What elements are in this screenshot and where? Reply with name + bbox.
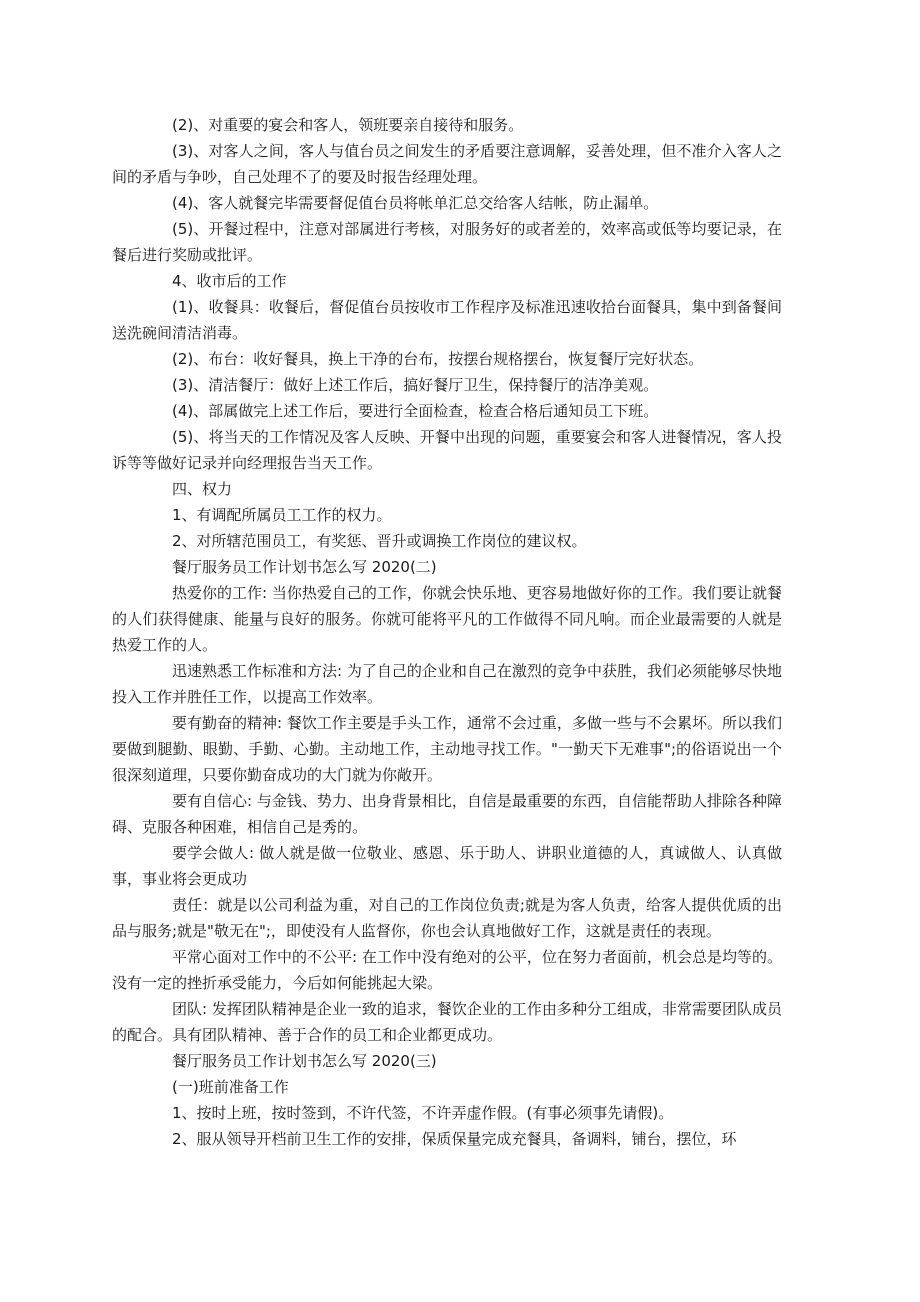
section-heading: 四、权力 bbox=[172, 480, 233, 498]
paragraph: (4)、部属做完上述工作后，要进行全面检查，检查合格后通知员工下班。 bbox=[172, 402, 659, 420]
section-heading: (一)班前准备工作 bbox=[172, 1078, 289, 1096]
paragraph: (5)、开餐过程中，注意对部属进行考核，对服务好的或者差的，效率高或低等均要记录，在餐后进行奖励或批评。 bbox=[112, 220, 782, 264]
paragraph: 2、服从领导开档前卫生工作的安排，保质保量完成充餐具，备调料，铺台，摆位，环 bbox=[172, 1130, 737, 1148]
paragraph: 热爱你的工作: 当你热爱自己的工作，你就会快乐地、更容易地做好你的工作。我们要让就餐的人们获得健康、能量与良好的服务。你就可能将平凡的工作做得不同凡响。而企业最需要的人就是热爱工作的人。 bbox=[112, 584, 782, 654]
paragraph: 迅速熟悉工作标准和方法: 为了自己的企业和自己在激烈的竞争中获胜，我们必须能够尽快地投入工作并胜任工作，以提高工作效率。 bbox=[112, 662, 782, 706]
paragraph: (2)、对重要的宴会和客人，领班要亲自接待和服务。 bbox=[172, 116, 524, 134]
paragraph: 2、对所辖范围员工，有奖惩、晋升或调换工作岗位的建议权。 bbox=[172, 532, 587, 550]
section-title: 餐厅服务员工作计划书怎么写 2020(二) bbox=[172, 558, 437, 576]
paragraph: (3)、对客人之间，客人与值台员之间发生的矛盾要注意调解，妥善处理，但不准介入客人之间的矛盾与争吵，自己处理不了的要及时报告经理处理。 bbox=[112, 142, 782, 186]
paragraph: 团队: 发挥团队精神是企业一致的追求，餐饮企业的工作由多种分工组成，非常需要团队成员的配合。具有团队精神、善于合作的员工和企业都更成功。 bbox=[112, 1000, 782, 1044]
paragraph: 1、有调配所属员工工作的权力。 bbox=[172, 506, 392, 524]
paragraph: (1)、收餐具：收餐后，督促值台员按收市工作程序及标准迅速收拾台面餐具，集中到备餐间送洗碗间清洁消毒。 bbox=[112, 298, 782, 342]
paragraph: 要有勤奋的精神: 餐饮工作主要是手头工作，通常不会过重，多做一些与不会累坏。所以我们要做到腿勤、眼勤、手勤、心勤。主动地工作，主动地寻找工作。"一勤天下无难事";的俗语说出一个很深刻道理，只要你勤奋成功的大门就为你敞开。 bbox=[112, 714, 782, 784]
paragraph: 要有自信心: 与金钱、势力、出身背景相比，自信是最重要的东西，自信能帮助人排除各种障碍、克服各种困难，相信自己是秀的。 bbox=[112, 792, 782, 836]
paragraph: 1、按时上班，按时签到，不许代签，不许弄虚作假。(有事必须事先请假)。 bbox=[172, 1104, 674, 1122]
paragraph: (5)、将当天的工作情况及客人反映、开餐中出现的问题，重要宴会和客人进餐情况，客人投诉等等做好记录并向经理报告当天工作。 bbox=[112, 428, 782, 472]
paragraph: 责任：就是以公司利益为重，对自己的工作岗位负责;就是为客人负责，给客人提供优质的出品与服务;就是"敬无在";，即使没有人监督你，你也会认真地做好工作，这就是责任的表现。 bbox=[112, 896, 782, 940]
section-title: 餐厅服务员工作计划书怎么写 2020(三) bbox=[172, 1052, 437, 1070]
paragraph: 要学会做人: 做人就是做一位敬业、感恩、乐于助人、讲职业道德的人，真诚做人、认真做事，事业将会更成功 bbox=[112, 844, 782, 888]
paragraph: (4)、客人就餐完毕需要督促值台员将帐单汇总交给客人结帐，防止漏单。 bbox=[172, 194, 659, 212]
section-heading: 4、收市后的工作 bbox=[172, 272, 287, 290]
document-page bbox=[112, 112, 782, 1152]
paragraph: (2)、布台：收好餐具，换上干净的台布，按摆台规格摆台，恢复餐厅完好状态。 bbox=[172, 350, 704, 368]
paragraph: 平常心面对工作中的不公平: 在工作中没有绝对的公平，位在努力者面前，机会总是均等的。没有一定的挫折承受能力，今后如何能挑起大梁。 bbox=[112, 948, 782, 992]
paragraph: (3)、清洁餐厅：做好上述工作后，搞好餐厅卫生，保持餐厅的洁净美观。 bbox=[172, 376, 659, 394]
